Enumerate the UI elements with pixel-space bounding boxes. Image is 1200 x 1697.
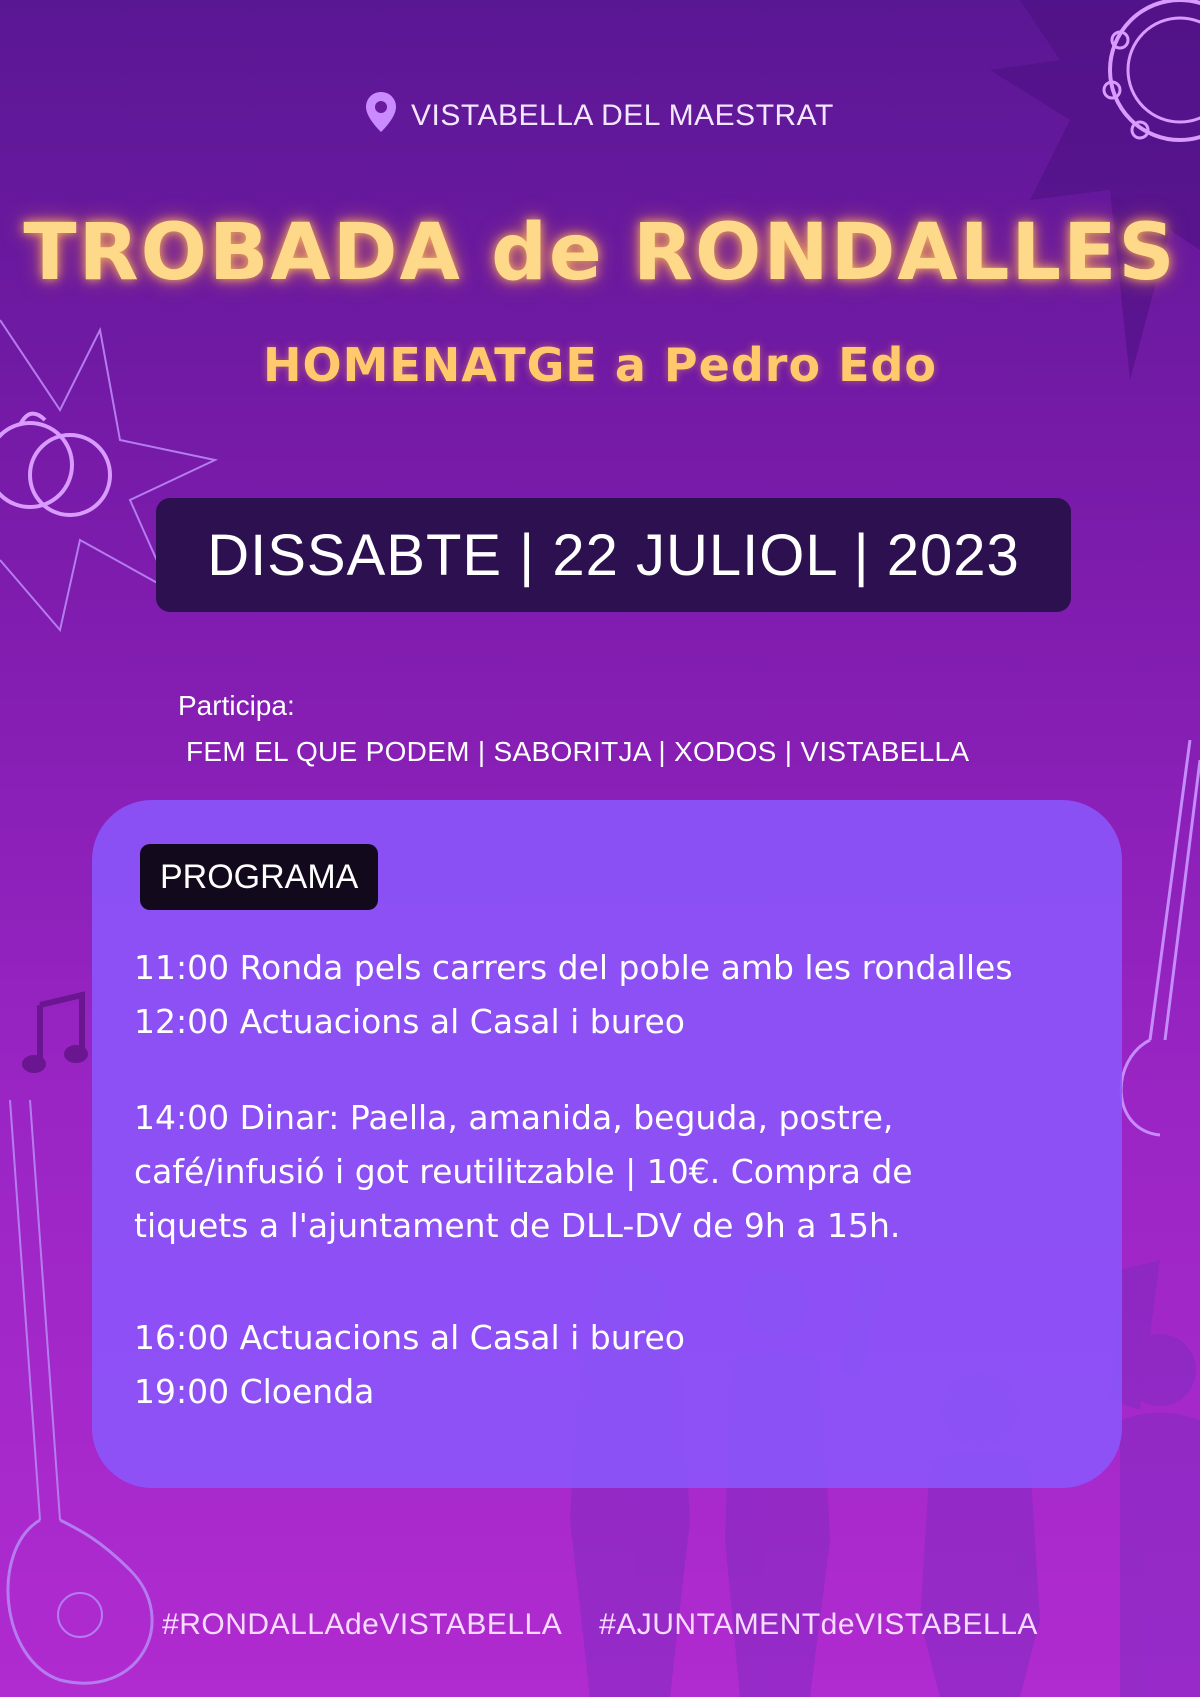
- program-card: [92, 800, 1122, 1488]
- participants-label: Participa:: [178, 690, 295, 721]
- program-line: 11:00 Ronda pels carrers del poble amb les rondalles: [134, 948, 1013, 987]
- location-text: VISTABELLA DEL MAESTRAT: [411, 99, 834, 132]
- program-heading: PROGRAMA: [160, 857, 359, 896]
- location-pin-icon: [366, 92, 396, 140]
- event-title: TROBADA de RONDALLES: [23, 208, 1177, 298]
- music-note-icon: [22, 990, 92, 1080]
- event-subtitle: HOMENATGE a Pedro Edo: [262, 338, 938, 392]
- hashtag-rondalla: #RONDALLAdeVISTABELLA: [162, 1608, 563, 1641]
- program-line: 16:00 Actuacions al Casal i bureo: [134, 1318, 685, 1357]
- date-banner: [156, 498, 1071, 612]
- hashtag-ajuntament: #AJUNTAMENTdeVISTABELLA: [599, 1608, 1038, 1641]
- castanets-icon: [0, 405, 120, 545]
- program-heading-badge: [140, 844, 378, 910]
- program-line: 19:00 Cloenda: [134, 1372, 375, 1411]
- guitar-icon-right: [1110, 740, 1200, 1140]
- program-line: café/infusió i got reutilitzable | 10€. Compra de: [134, 1152, 913, 1191]
- date-text: DISSABTE | 22 JULIOL | 2023: [207, 522, 1020, 588]
- program-line: 14:00 Dinar: Paella, amanida, beguda, postre,: [134, 1098, 894, 1137]
- program-line: tiquets a l'ajuntament de DLL-DV de 9h a 15h.: [134, 1206, 901, 1245]
- tambourine-icon: [1090, 0, 1200, 180]
- participants-list: FEM EL QUE PODEM | SABORITJA | XODOS | VISTABELLA: [186, 736, 970, 767]
- hashtags-footer: [0, 1608, 1200, 1642]
- program-line: 12:00 Actuacions al Casal i bureo: [134, 1002, 685, 1041]
- location-line: [0, 92, 1200, 140]
